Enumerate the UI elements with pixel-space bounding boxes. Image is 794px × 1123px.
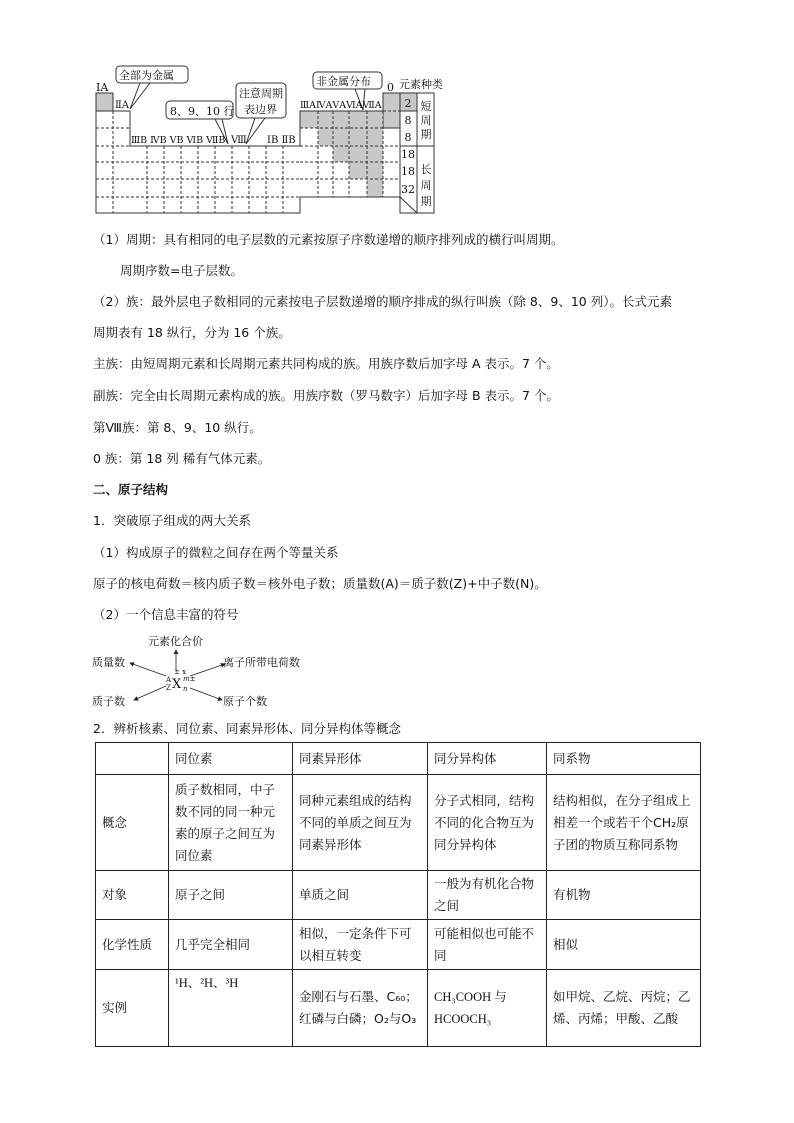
long-period-char: 长 (420, 163, 432, 176)
long-period-char: 周 (420, 179, 432, 192)
label-zero: 0 (387, 81, 394, 94)
element-kinds-title: 元素种类 (399, 78, 443, 91)
label-ib-iib: ⅠB ⅡB (267, 135, 296, 146)
paragraph: （1）周期：具有相同的电子层数的元素按原子序数递增的顺序排列成的横行叫周期。 (93, 232, 564, 247)
paragraph: 周期序数=电子层数。 (120, 263, 243, 278)
period-count: 8 (404, 114, 412, 127)
cell: 如甲烷、乙烷、丙烷；乙烯、丙烯；甲酸、乙酸 (547, 970, 701, 1047)
cell: 同种元素组成的结构不同的单质之间互为同素异形体 (293, 775, 428, 871)
short-period-char: 期 (420, 128, 432, 141)
table-row (96, 970, 701, 1047)
cell: ¹H、²H、³H (169, 970, 293, 1047)
paragraph: 0 族：第 18 列 稀有气体元素。 (93, 451, 271, 466)
label-p-block: ⅢAⅣAⅤAⅥAⅦA (300, 100, 382, 111)
table-row (96, 871, 701, 920)
concept-comparison-table (95, 742, 701, 1047)
cell: 几乎完全相同 (169, 920, 293, 970)
header-cell: 同系物 (547, 743, 701, 775)
paragraph: 原子的核电荷数＝核内质子数＝核外电子数；质量数(A)＝质子数(Z)+中子数(N)。 (93, 576, 547, 591)
callout-boundary-2: 表边界 (244, 103, 277, 116)
svg-text:m±: m± (183, 675, 196, 683)
header-cell: 同分异构体 (428, 743, 547, 775)
header-cell: 同位素 (169, 743, 293, 775)
cell: 对象 (96, 871, 169, 920)
header-cell (96, 743, 169, 775)
long-period-char: 期 (420, 195, 432, 208)
label-mass-number: 质量数 (92, 656, 125, 669)
header-cell: 同素异形体 (293, 743, 428, 775)
label-valence: 元素化合价 (148, 635, 203, 648)
label-d-block: ⅢB ⅣB ⅤB ⅥB ⅦB (131, 135, 226, 146)
short-period-char: 短 (420, 100, 432, 113)
table-row (96, 775, 701, 871)
cell: 分子式相同，结构不同的化合物互为同分异构体 (428, 775, 547, 871)
cell: 原子之间 (169, 871, 293, 920)
paragraph: 第Ⅷ族：第 8、9、10 纵行。 (93, 420, 262, 435)
svg-text:A: A (166, 676, 172, 684)
period-count: 32 (401, 183, 415, 196)
periodic-table-diagram (0, 0, 794, 225)
paragraph: （2）一个信息丰富的符号 (93, 607, 239, 622)
svg-text:Z: Z (166, 684, 171, 692)
cell: 有机物 (547, 871, 701, 920)
cell: 相似 (547, 920, 701, 970)
paragraph: 副族：完全由长周期元素构成的族。用族序数（罗马数字）后加字母 B 表示。7 个。 (93, 388, 559, 403)
section-heading: 二、原子结构 (93, 482, 169, 497)
paragraph: 周期表有 18 纵行，分为 16 个族。 (93, 325, 291, 340)
period-count: 18 (401, 148, 415, 161)
paragraph: （2）族：最外层电子数相同的元素按电子层数递增的顺序排成的纵行叫族（除 8、9、10 列）。长式元素 (93, 294, 672, 309)
short-period-char: 周 (420, 114, 432, 127)
svg-text:± x: ± x (174, 668, 187, 676)
label-proton-number: 质子数 (92, 695, 125, 708)
table-header-row (96, 743, 701, 775)
cell: 一般为有机化合物之间 (428, 871, 547, 920)
cell: 质子数相同，中子数不同的同一种元素的原子之间互为同位素 (169, 775, 293, 871)
atomic-symbol-diagram (90, 630, 350, 710)
label-ion-charge: 离子所带电荷数 (223, 656, 300, 669)
cell: 实例 (96, 970, 169, 1047)
paragraph: （1）构成原子的微粒之间存在两个等量关系 (93, 545, 339, 560)
element-symbol: X (172, 677, 182, 692)
label-ia: ⅠA (96, 81, 109, 94)
label-atom-count: 原子个数 (223, 695, 267, 708)
label-viii: Ⅷ (231, 135, 247, 146)
label-iia: ⅡA (115, 100, 130, 111)
cell: 可能相似也可能不同 (428, 920, 547, 970)
paragraph: 1．突破原子组成的两大关系 (93, 513, 251, 528)
cell: 结构相似，在分子组成上相差一个或若干个CH₂原子团的物质互称同系物 (547, 775, 701, 871)
period-count: 2 (404, 97, 412, 110)
callout-cols-8-9-10: 8、9、10 行 (170, 105, 235, 118)
table-row (96, 920, 701, 970)
period-count: 8 (404, 131, 412, 144)
cell: 金刚石与石墨、C₆₀；红磷与白磷；O₂与O₃ (293, 970, 428, 1047)
cell: 化学性质 (96, 920, 169, 970)
cell: 相似，一定条件下可以相互转变 (293, 920, 428, 970)
callout-nonmetal: 非金属分布 (316, 75, 371, 88)
paragraph: 主族：由短周期元素和长周期元素共同构成的族。用族序数后加字母 A 表示。7 个。 (93, 356, 559, 371)
callout-boundary-1: 注意周期 (239, 87, 283, 100)
cell: 概念 (96, 775, 169, 871)
cell: CH₃COOH 与 HCOOCH₃ (428, 970, 547, 1047)
svg-text:n: n (183, 685, 188, 693)
period-count: 18 (401, 165, 415, 178)
paragraph: 2．辨析核素、同位素、同素异形体、同分异构体等概念 (93, 721, 401, 736)
cell: 单质之间 (293, 871, 428, 920)
callout-all-metal: 全部为金属 (119, 69, 174, 82)
